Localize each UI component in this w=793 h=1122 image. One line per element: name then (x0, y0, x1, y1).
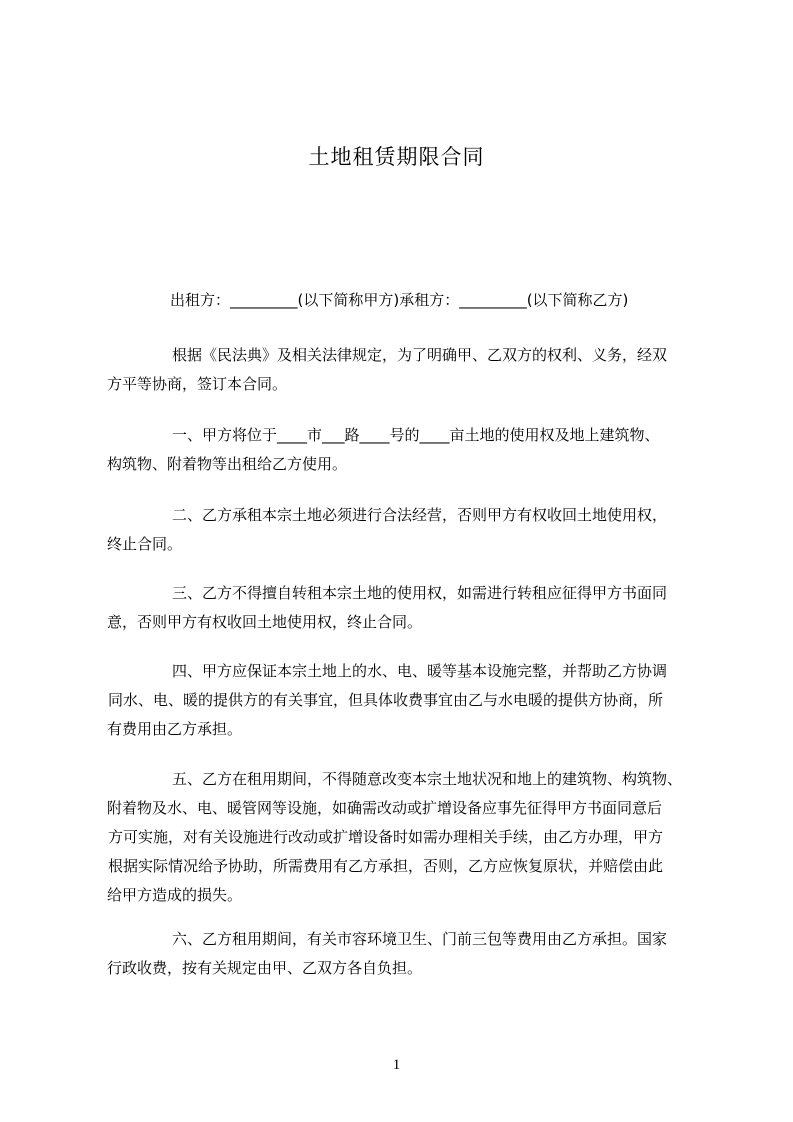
clause-line: 有费用由乙方承担。 (107, 720, 243, 738)
clause-line: 六、乙方租用期间，有关市容环境卫生、门前三包等费用由乙方承担。国家 (172, 930, 668, 948)
preamble-line: 根据《民法典》及相关法律规定，为了明确甲、乙双方的权利、义务，经双 (172, 346, 668, 364)
clause-line: 终止合同。 (107, 535, 183, 553)
clause-line: 四、甲方应保证本宗土地上的水、电、暖等基本设施完整，并帮助乙方协调 (172, 662, 668, 680)
clause-line: 根据实际情况给予协助，所需费用有乙方承担，否则，乙方应恢复原状，并赔偿由此 (108, 857, 664, 875)
clause-line: 意，否则甲方有权收回土地使用权，终止合同。 (107, 613, 423, 631)
clause-line: 附着物及水、电、暖管网等设施，如确需改动或扩增设备应事先征得甲方书面同意后 (107, 799, 663, 817)
parties-line: 出租方：_________(以下简称甲方)承租方：_________(以下简称乙方) (170, 291, 629, 309)
clause-3 (107, 579, 707, 637)
clause-line: 给甲方造成的损失。 (107, 886, 243, 904)
preamble-paragraph (107, 341, 707, 399)
clause-5 (107, 765, 707, 910)
clause-line: 方可实施，对有关设施进行改动或扩增设备时如需办理相关手续，由乙方办理，甲方 (108, 828, 664, 846)
clause-4 (107, 657, 707, 744)
clause-line: 二、乙方承租本宗土地必须进行合法经营，否则甲方有权收回土地使用权， (172, 506, 668, 524)
document-title: 土地租赁期限合同 (308, 145, 485, 169)
clause-line: 一、甲方将位于____市___路____号的____亩土地的使用权及地上建筑物、 (172, 426, 660, 444)
clause-1 (107, 421, 707, 479)
clause-line: 行政收费，按有关规定由甲、乙双方各自负担。 (107, 959, 423, 977)
clause-line: 三、乙方不得擅自转租本宗土地的使用权，如需进行转租应征得甲方书面同 (172, 584, 668, 602)
clause-2 (107, 501, 707, 559)
clause-line: 同水、电、暖的提供方的有关事宜，但具体收费事宜由乙与水电暖的提供方协商，所 (108, 691, 664, 709)
clause-line: 构筑物、附着物等出租给乙方使用。 (107, 455, 348, 473)
preamble-line: 方平等协商，签订本合同。 (107, 375, 288, 393)
page-number: 1 (392, 1057, 401, 1073)
clause-line: 五、乙方在租用期间，不得随意改变本宗土地状况和地上的建筑物、构筑物、 (172, 770, 683, 788)
clause-6 (107, 925, 707, 983)
